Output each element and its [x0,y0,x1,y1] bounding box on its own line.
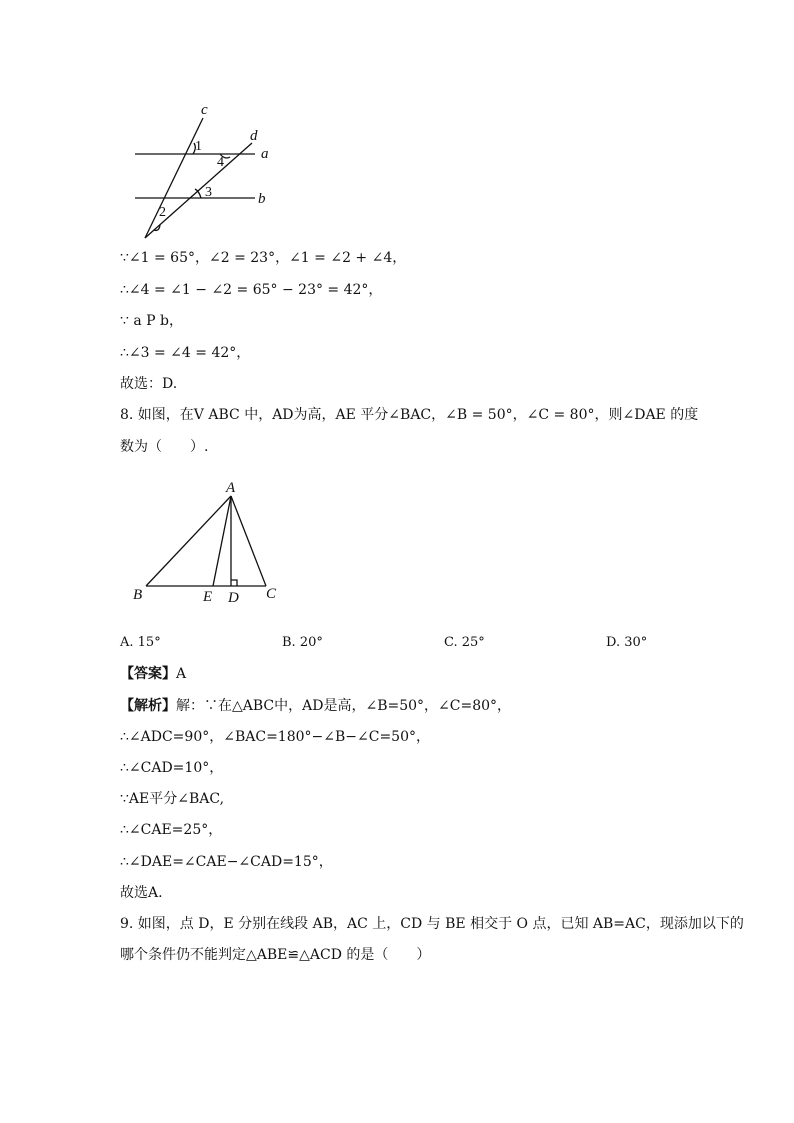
analysis-line-4: ∵AE平分∠BAC, [120,791,225,807]
analysis-line-6: ∴∠DAE=∠CAE−∠CAD=15°， [120,854,333,870]
label-4: 4 [217,155,224,170]
option-c[interactable]: C. 25° [444,635,485,650]
label-d: d [250,128,258,144]
analysis-line-3: ∴∠CAD=10°， [120,760,224,776]
solution7-line-1: ∵∠1 = 65°，∠2 = 23°，∠1 = ∠2 + ∠4， [120,250,407,266]
analysis-line-2: ∴∠ADC=90°，∠BAC=180°−∠B−∠C=50°， [120,729,430,745]
analysis-line-1 [120,696,511,716]
right-angle-mark [231,580,237,586]
side-ac [231,496,266,586]
label-C: C [266,586,277,602]
analysis-line-7: 故选A. [120,885,163,901]
answer-value: A [176,666,187,682]
q9-stem-line-1: 9. 如图，点 D，E 分别在线段 AB，AC 上，CD 与 BE 相交于 O 点，已知 AB=AC，现添加以下的 [120,916,744,932]
bisector-ae [213,496,231,586]
label-1: 1 [195,139,202,154]
q8-stem-line-1: 8. 如图，在V ABC 中，AD为高，AE 平分∠BAC，∠B = 50°，∠C = 80°，则∠DAE 的度 [120,407,699,423]
solution7-line-4: ∴∠3 = ∠4 = 42°， [120,345,251,361]
label-3: 3 [205,185,212,200]
solution7-line-5: 故选：D. [120,376,178,392]
label-c: c [201,102,208,118]
label-D: D [228,590,239,606]
label-B: B [133,587,143,603]
analysis-first-text: 解：∵在△ABC中，AD是高，∠B=50°，∠C=80°， [176,698,512,714]
label-b: b [258,191,266,207]
option-a[interactable]: A. 15° [120,635,161,650]
analysis-line-5: ∴∠CAE=25°， [120,822,223,838]
label-A: A [226,480,236,496]
solution7-line-2: ∴∠4 = ∠1 − ∠2 = 65° − 23° = 42°， [120,282,383,298]
q8-stem-line-2: 数为（ ）. [120,439,209,455]
option-d[interactable]: D. 30° [606,635,648,650]
answer-tag: 【答案】 [120,666,176,682]
solution7-line-3: ∵ a P b， [120,313,183,329]
label-a: a [261,146,269,162]
label-E: E [203,589,213,605]
side-ab [146,496,231,586]
analysis-tag: 【解析】 [120,698,176,714]
q9-stem-line-2: 哪个条件仍不能判定△ABE≌△ACD 的是（ ） [120,947,431,963]
option-b[interactable]: B. 20° [282,635,323,650]
label-2: 2 [159,205,166,220]
answer-line [120,664,186,684]
